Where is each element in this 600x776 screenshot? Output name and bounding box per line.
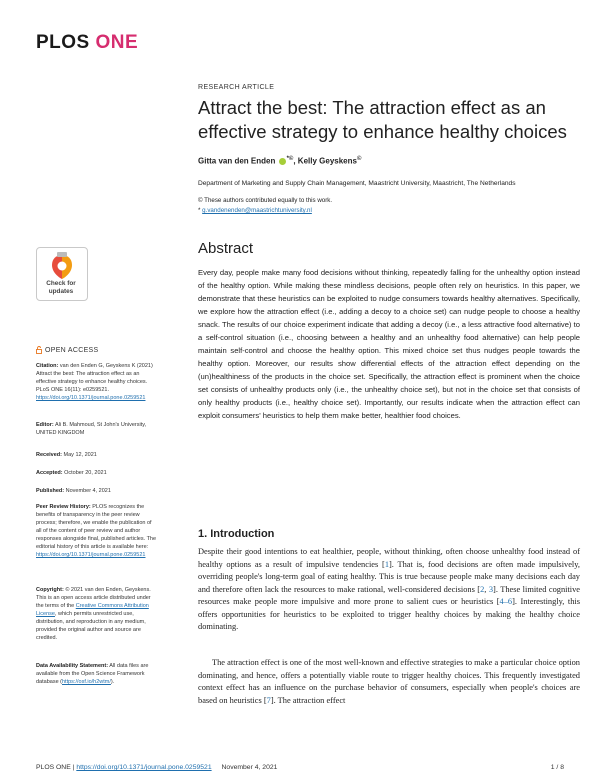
intro-paragraph-1 [198, 546, 580, 634]
abstract-text: Every day, people make many food decisions without thinking, repeatedly falling for the unhealthy option instead of the healthy option. While making these mindless decisions, people often rely on heuristics. In this paper, we demonstrate that these heuristics can be exploited to nudge consumers towards healthy alternatives. Specifically, we explore how the attraction effect (i.e., adding a decoy to a choice set) can nudge people to choose a healthy snack. The results of our choice experiment indicate that adding a decoy (i.e., a less attractive food alternative) to a self-control situation (i.e., choosing between a healthy and an unhealthy food alternative) can help people maintain self-control and choose the healthy option. This mixed choice set thus nudges people towards the healthy option. Moreover, our results show differential effects of the attraction effect depending on the (un)healthiness of the products in the choice set. Specifically, the attraction effect is prominent when the choice set consists of unhealthy products only (i.e., the unhealthy choice set), but not in the choice set that consists of only healthy products (i.e., healthy choice set). Importantly, our results indicate when the attraction effect can exploit consumers' heuristics to help them make better, healthier food choices. [198, 268, 580, 420]
published-block [36, 487, 158, 495]
peer-review-text: PLOS recognizes the benefits of transparency in the peer review process; therefore, we enable the publication of all of the content of peer review and author responses alongside final, published articles. The editorial history of this article is available here: [36, 504, 157, 550]
citation-text: van den Enden G, Geyskens K (2021) Attract the best: The attraction effect as an effective strategy to enhance healthy choices. PLoS ONE 16(11): e0259521. [36, 363, 153, 393]
footer-separator: | [70, 764, 77, 771]
citation-label: Citation: [36, 363, 59, 369]
received-text: May 12, 2021 [63, 452, 97, 458]
article-type: RESEARCH ARTICLE [198, 84, 275, 91]
copyright-text-end: , which permits unrestricted use, distribution, and reproduction in any medium, provided the original author and source are credited. [36, 611, 146, 641]
data-availability-text: All data files are available from the Open Science Framework database ( [36, 663, 149, 685]
cfu-line-2: updates [48, 288, 74, 295]
copyright-label: Copyright: [36, 587, 64, 593]
license-link[interactable]: Creative Commons Attribution License [36, 603, 149, 617]
check-for-updates-icon [37, 250, 87, 284]
editor-label: Editor: [36, 422, 54, 428]
author-2-marks: © [356, 156, 362, 162]
author-email-link[interactable]: g.vandenenden@maastrichtuniversity.nl [202, 207, 312, 214]
editor-block [36, 421, 158, 437]
abstract-heading: Abstract [198, 240, 254, 257]
introduction-heading: 1. Introduction [198, 528, 275, 540]
peer-review-block [36, 503, 158, 559]
footer-date: November 4, 2021 [221, 764, 278, 771]
logo-one: ONE [95, 32, 139, 53]
copyright-block [36, 586, 158, 642]
open-access-label [36, 346, 98, 354]
citation-ref[interactable]: 1 [384, 559, 389, 569]
peer-review-label: Peer Review History: [36, 504, 91, 510]
data-availability-block [36, 662, 158, 686]
osf-link[interactable]: https://osf.io/h2wtm/ [62, 679, 111, 685]
accepted-text: October 20, 2021 [64, 470, 107, 476]
open-lock-icon [36, 346, 42, 354]
equal-contribution-note: © These authors contributed equally to this work. [198, 197, 333, 204]
logo-plos: PLOS [36, 32, 90, 53]
accepted-block [36, 469, 158, 477]
author-list [198, 156, 361, 166]
peer-review-link[interactable]: https://doi.org/10.1371/journal.pone.0259521 [36, 552, 146, 558]
copyright-text: © 2021 van den Enden, Geyskens. This is an open access article distributed under the terms of the [36, 587, 151, 609]
article-title: Attract the best: The attraction effect as an effective strategy to enhance healthy choices [198, 97, 567, 142]
received-label: Received: [36, 452, 62, 458]
citation-doi-link[interactable]: https://doi.org/10.1371/journal.pone.0259521 [36, 395, 146, 401]
p2-text-b: ]. The attraction effect [270, 695, 346, 705]
accepted-label: Accepted: [36, 470, 63, 476]
corresponding-email-note [198, 207, 312, 214]
check-for-updates-label[interactable] [36, 280, 86, 296]
data-availability-label: Data Availability Statement: [36, 663, 109, 669]
author-2[interactable]: Kelly Geyskens [297, 156, 357, 166]
intro-paragraph-2 [198, 657, 580, 707]
footer-journal: PLOS ONE [36, 764, 71, 771]
p1-text-a: Despite their good intentions to eat healthier, people, without thinking, often choose unhealthy food instead of healthy options as a result of impulsive tendencies [ [198, 547, 580, 569]
open-access-text: OPEN ACCESS [45, 346, 99, 354]
email-marker: * [198, 207, 201, 214]
author-1[interactable]: Gitta van den Enden [198, 156, 276, 166]
cfu-line-1: Check for [46, 280, 76, 287]
citation-ref[interactable]: 3 [488, 584, 494, 594]
p1-sep: , [484, 584, 489, 594]
affiliation: Department of Marketing and Supply Chain Management, Maastricht University, Maastricht, The Netherlands [198, 180, 516, 187]
p1-text-c: ]. These limited cognitive resources make people more impulsive and more prone to salient cues or heuristics [ [198, 584, 581, 606]
orcid-icon[interactable] [279, 158, 286, 165]
data-availability-end: ). [110, 679, 115, 685]
author-1-marks: *© [286, 156, 294, 162]
citation-ref[interactable]: 4–6 [499, 597, 513, 606]
page-footer [36, 764, 277, 771]
p1-text-b: ]. That is, food decisions are often made impulsively, overriding people's long-term goal of eating healthy. This is true because people make many decisions each day and therefore often lack the resources to make rational, well-considered decisions [ [198, 559, 580, 594]
editor-text: Ali B. Mahmoud, St John's University, UNITED KINGDOM [36, 422, 147, 436]
author-separator: , [293, 156, 298, 166]
received-block [36, 451, 158, 459]
p2-text-a: The attraction effect is one of the most well-known and effective strategies to make a particular choice option dominating, and hence, offers a potentially viable route to trigger healthy choices. This frequently investigated context effect has an influence on the purchase behavior of consumers, especially when people's choices are based on heuristics [ [198, 658, 580, 705]
page-number: 1 / 8 [550, 764, 564, 771]
journal-logo [36, 32, 138, 54]
citation-ref[interactable]: 2 [480, 584, 485, 594]
citation-ref[interactable]: 7 [266, 695, 271, 705]
footer-doi-link[interactable]: https://doi.org/10.1371/journal.pone.0259521 [76, 764, 212, 771]
citation-block [36, 362, 158, 402]
published-text: November 4, 2021 [65, 488, 111, 494]
p1-text-d: ]. Interestingly, this offers opportunities for heuristics to be exploited to trigger healthy choices by making the healthy choice dominating. [198, 597, 580, 631]
published-label: Published: [36, 488, 65, 494]
